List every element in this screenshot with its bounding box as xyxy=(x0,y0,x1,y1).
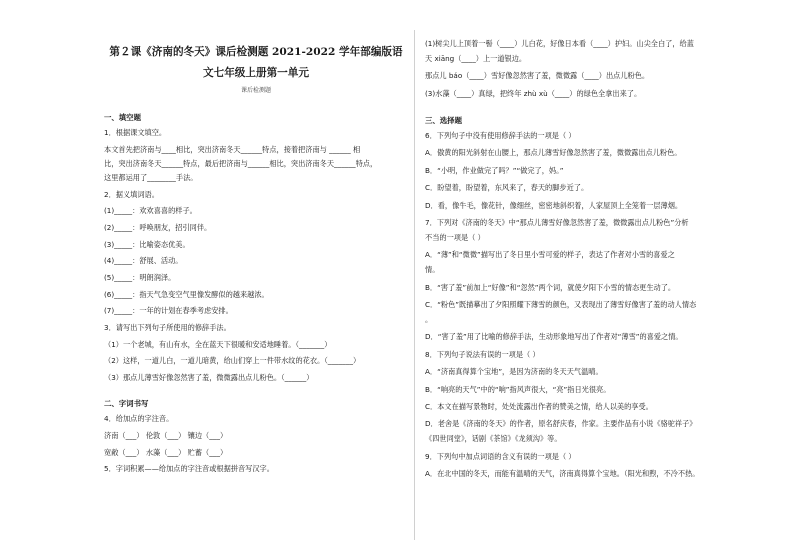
left-column xyxy=(104,45,408,474)
option-line: B．“小明，作业做完了吗？”“做完了，妈。” xyxy=(425,165,564,175)
right-column xyxy=(425,39,735,479)
question-line: 7．下列对《济南的冬天》中“那点儿薄雪好像忽然害了羞，微微露出点儿粉色”分析 xyxy=(425,217,689,227)
question-line: 9．下列句中加点词语的含义有误的一项是（ ） xyxy=(425,451,576,461)
question-line: 那点儿 báo（____）雪好像忽然害了羞，微微露（____）出点儿粉色。 xyxy=(425,71,650,81)
option-line: D．老舍是《济南的冬天》的作者，原名舒庆春，作家。主要作品有小说《骆驼祥子》 xyxy=(425,419,697,429)
question-line: 1．根据课文填空。 xyxy=(104,128,167,138)
question-line: 这里都运用了________手法。 xyxy=(104,172,198,182)
question-line: 2．据义填词语。 xyxy=(104,189,159,199)
question-line: (1)_____：欢欢喜喜的样子。 xyxy=(104,206,197,216)
option-line: B．“害了羞”前加上“好像”和“忽然”两个词，就使夕阳下小雪的情态更生动了。 xyxy=(425,282,676,292)
option-line: D．“害了羞”用了比喻的修辞手法，生动形象地写出了作者对“薄雪”的喜爱之情。 xyxy=(425,332,683,342)
question-line: 比，突出济南冬天______特点，最后把济南与______相比，突出济南冬天______特点， xyxy=(104,158,378,168)
section-heading-fill-blank: 一、填空题 xyxy=(104,113,141,122)
option-line: D．看，像牛毛，像花针，像细丝，密密地斜织着，人家屋顶上全笼着一层薄烟。 xyxy=(425,200,683,210)
question-line: (3)_____：比喻姿态优美。 xyxy=(104,239,190,249)
option-line: C．“粉色”既描摹出了夕阳照耀下薄雪的颜色，又表现出了薄雪好像害了羞的动人情态 xyxy=(425,300,697,310)
option-line: B．“响亮的天气”中的“响”指风声很大，“亮”指日光很亮。 xyxy=(425,384,611,394)
title-line-1: 第２课《济南的冬天》课后检测题 2021-2022 学年部编版语 xyxy=(109,46,403,58)
subtitle: 课后检测题 xyxy=(240,87,271,94)
question-line: 天 xiāng（____）上一道银边。 xyxy=(425,54,527,63)
question-line: 3．请写出下列句子所使用的修辞手法。 xyxy=(104,323,231,333)
question-line: 济南（___） 伦敦（___） 镶边（___） xyxy=(104,431,228,440)
option-line: C．本文在描写景物时，处处流露出作者的赞美之情，给人以美的享受。 xyxy=(425,402,653,412)
title-line-2: 文七年级上册第一单元 xyxy=(203,67,309,79)
question-line: 6．下列句子中没有使用修辞手法的一项是（ ） xyxy=(425,130,576,140)
option-line: 《四世同堂》，话剧《茶馆》《龙须沟》等。 xyxy=(425,434,562,444)
question-line: (2)_____：呼唤朋友，招引同伴。 xyxy=(104,222,212,232)
question-line: 宽敞（___） 水藻（___） 贮蓄（___） xyxy=(104,447,228,457)
question-line: (7)_____：一年的计划在春季考虑安排。 xyxy=(104,306,233,316)
option-line: A．傲黄的阳光斜射在山腰上，那点儿薄雪好像忽然害了羞，微微露出点儿粉色。 xyxy=(425,148,682,158)
option-line: A．“薄”和“微微”描写出了冬日里小雪可爱的样子，表达了作者对小雪的喜爱之 xyxy=(425,250,675,260)
question-line: 8．下列句子说法有误的一项是（ ） xyxy=(425,349,540,359)
question-line: 本文首先把济南与____相比，突出济南冬天______特点，接着把济南与 ______ 相 xyxy=(104,144,361,154)
question-line: 不当的一项是（ ） xyxy=(425,232,485,242)
question-line: (5)_____：明朗润泽。 xyxy=(104,273,176,282)
question-line: 5．字词积累——给加点的字注音或根据拼音写汉字。 xyxy=(104,464,274,474)
column-divider xyxy=(414,30,415,540)
question-line: (4)_____：舒展、活动。 xyxy=(104,256,183,266)
question-line: (3)水藻（____）真绿，把终年 zhù xù（____）的绿色全拿出来了。 xyxy=(425,88,642,98)
question-line: (1)树尖儿上顶着一髻（____）儿白花，好像日本看（____）护妇。山尖全白了，给蓝 xyxy=(425,39,694,48)
option-line: A．在北中国的冬天，而能有温晴的天气，济南真得算个宝地。（阳光和煦，不冷不热。 xyxy=(425,469,700,479)
option-line: A．“济南真得算个宝地”，是因为济南的冬天天气温晴。 xyxy=(425,367,603,377)
section-heading-writing: 二、字词书写 xyxy=(104,399,149,409)
section-heading-choice: 三、选择题 xyxy=(425,115,462,125)
question-line: (6)_____：指天气急变空气里像发酵似的越来越浓。 xyxy=(104,289,269,299)
option-line: C．盼望着，盼望着，东风来了，春天的脚步近了。 xyxy=(425,183,589,193)
option-line: 。 xyxy=(425,315,433,325)
question-line: （3）那点儿薄雪好像忽然害了羞，微微露出点儿粉色。（______） xyxy=(104,373,314,383)
question-line: 4．给加点的字注音。 xyxy=(104,414,174,424)
option-line: 情。 xyxy=(425,265,440,275)
question-line: （1）一个老城，有山有水，全在蓝天下很暖和安适地睡着。（_______） xyxy=(104,339,332,349)
question-line: （2）这样，一道儿白，一道儿暗黄，给山们穿上一件带水纹的花衣。（_______） xyxy=(104,356,361,366)
